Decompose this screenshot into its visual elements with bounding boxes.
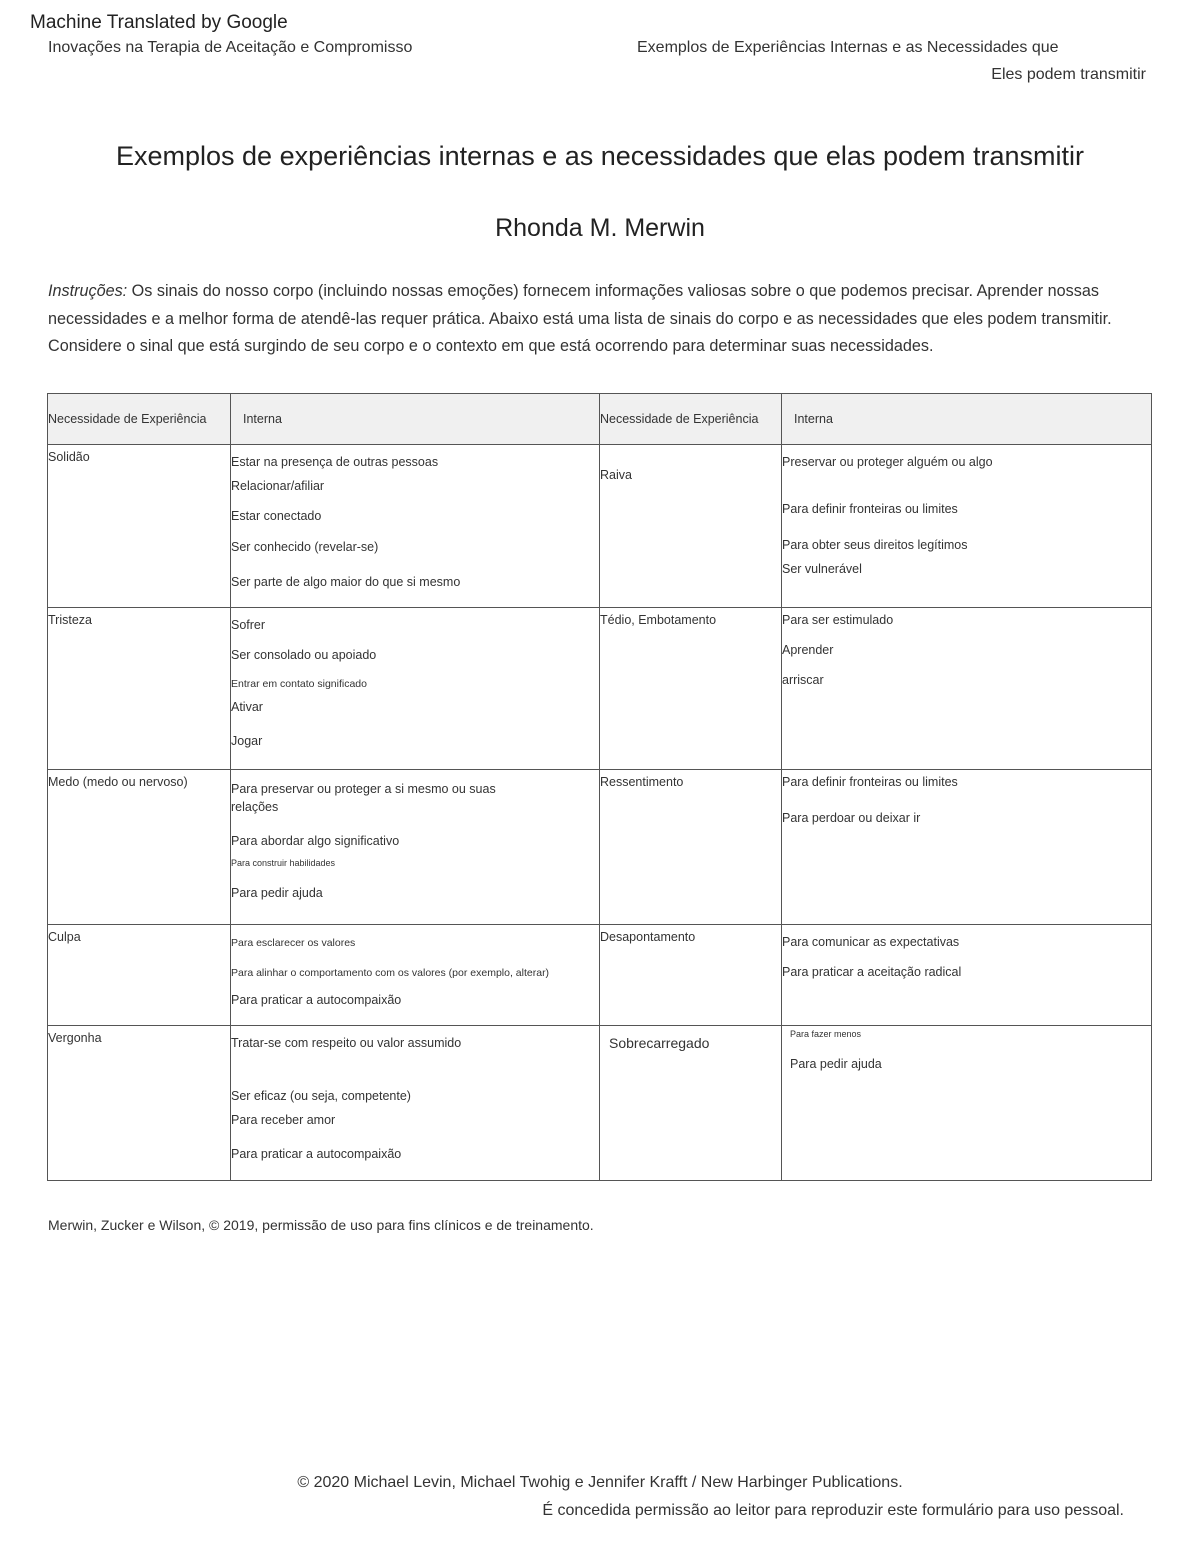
needs-cell (782, 770, 1152, 925)
need-item: Para praticar a autocompaixão (231, 993, 402, 1007)
need-item: Para praticar a autocompaixão (231, 1147, 402, 1161)
experience-cell: Medo (medo ou nervoso) (48, 770, 231, 925)
needs-cell (231, 770, 600, 925)
need-item: Para praticar a aceitação radical (782, 965, 962, 979)
need-item: Preservar ou proteger alguém ou algo (782, 455, 993, 469)
need-item: Sofrer (231, 618, 266, 632)
need-item: Para ser estimulado (782, 613, 894, 627)
needs-cell (782, 608, 1152, 770)
need-item: Para pedir ajuda (231, 886, 323, 900)
page-title: Exemplos de experiências internas e as necessidades que elas podem transmitir (115, 141, 1085, 171)
need-item: Para fazer menos (790, 1029, 862, 1039)
experience-cell: Tristeza (48, 608, 231, 770)
running-header-left: Inovações na Terapia de Aceitação e Compromisso (48, 39, 413, 56)
instructions-paragraph (48, 278, 1158, 361)
need-item: Ser conhecido (revelar-se) (231, 540, 379, 554)
header-need-label: Interna (243, 412, 282, 426)
need-item: Estar na presença de outras pessoas (231, 455, 439, 469)
need-item: Ser eficaz (ou seja, competente) (231, 1089, 411, 1103)
permission-line: É concedida permissão ao leitor para reproduzir este formulário para uso pessoal. (542, 1502, 1124, 1519)
need-item: Para alinhar o comportamento com os valores (por exemplo, alterar) (231, 967, 550, 979)
experience-cell: Vergonha (48, 1026, 231, 1181)
table-row (48, 1026, 1152, 1181)
header-need-label: Interna (794, 412, 833, 426)
experience-cell: Desapontamento (600, 925, 782, 1026)
header-cell (782, 394, 1152, 445)
header-cell (600, 394, 782, 445)
needs-cell (231, 445, 600, 608)
table-row (48, 770, 1152, 925)
needs-cell (231, 925, 600, 1026)
experience-cell: Sobrecarregado (600, 1026, 782, 1181)
need-item: Para esclarecer os valores (231, 937, 356, 949)
need-item: Para definir fronteiras ou limites (782, 775, 958, 789)
need-item: Ser parte de algo maior do que si mesmo (231, 575, 461, 589)
needs-cell (782, 1026, 1152, 1181)
need-item: Para perdoar ou deixar ir (782, 811, 921, 825)
need-item: Ser consolado ou apoiado (231, 648, 377, 662)
experience-cell: Tédio, Embotamento (600, 608, 782, 770)
author-name: Rhonda M. Merwin (495, 214, 705, 242)
need-item: Para definir fronteiras ou limites (782, 502, 958, 516)
table-row (48, 608, 1152, 770)
need-item: Entrar em contato significado (231, 678, 367, 690)
need-item: Para abordar algo significativo (231, 834, 400, 848)
running-header-right-line1: Exemplos de Experiências Internas e as Necessidades que (637, 39, 1059, 56)
need-item: Tratar-se com respeito ou valor assumido (231, 1036, 462, 1050)
machine-translated-label: Machine Translated by Google (30, 12, 288, 33)
header-cell (231, 394, 600, 445)
need-item: Para preservar ou proteger a si mesmo ou suas relações (231, 782, 496, 814)
need-item: Para obter seus direitos legítimos (782, 538, 968, 552)
table-row (48, 925, 1152, 1026)
need-item: Ativar (231, 700, 263, 714)
copyright-line: © 2020 Michael Levin, Michael Twohig e Jennifer Krafft / New Harbinger Publications. (297, 1474, 903, 1491)
need-item: Jogar (231, 734, 263, 748)
header-experience-label: Necessidade de Experiência (600, 412, 759, 426)
needs-cell (782, 925, 1152, 1026)
instructions-label: Instruções: (48, 282, 128, 300)
needs-table (47, 393, 1152, 1181)
needs-cell (782, 445, 1152, 608)
experience-cell: Culpa (48, 925, 231, 1026)
need-item: Ser vulnerável (782, 562, 862, 576)
table-footnote: Merwin, Zucker e Wilson, © 2019, permissão de uso para fins clínicos e de treinamento. (48, 1217, 594, 1233)
needs-cell (231, 1026, 600, 1181)
header-experience-label: Necessidade de Experiência (48, 412, 207, 426)
table-row (48, 445, 1152, 608)
header-cell (48, 394, 231, 445)
table-header-row (48, 394, 1152, 445)
need-item: Aprender (782, 643, 834, 657)
need-item: Para pedir ajuda (790, 1057, 882, 1071)
running-header-right-line2: Eles podem transmitir (991, 66, 1146, 83)
need-item: Para construir habilidades (231, 858, 336, 868)
needs-cell (231, 608, 600, 770)
experience-cell: Ressentimento (600, 770, 782, 925)
need-item: Estar conectado (231, 509, 322, 523)
need-item: arriscar (782, 673, 824, 687)
experience-cell: Raiva (600, 445, 782, 608)
need-item: Para receber amor (231, 1113, 336, 1127)
instructions-text: Os sinais do nosso corpo (incluindo nossas emoções) fornecem informações valiosas sobre o que podemos precisar. Aprender nossas necessidades e a melhor forma de atendê-las requer prática. Abaixo está uma lista de sinais do corpo e as necessidades que eles podem transmitir. Considere o sinal que está surgindo de seu corpo e o contexto em que está ocorrendo para determinar suas necessidades. (48, 282, 1112, 355)
need-item: Relacionar/afiliar (231, 479, 325, 493)
experience-cell: Solidão (48, 445, 231, 608)
need-item: Para comunicar as expectativas (782, 935, 960, 949)
